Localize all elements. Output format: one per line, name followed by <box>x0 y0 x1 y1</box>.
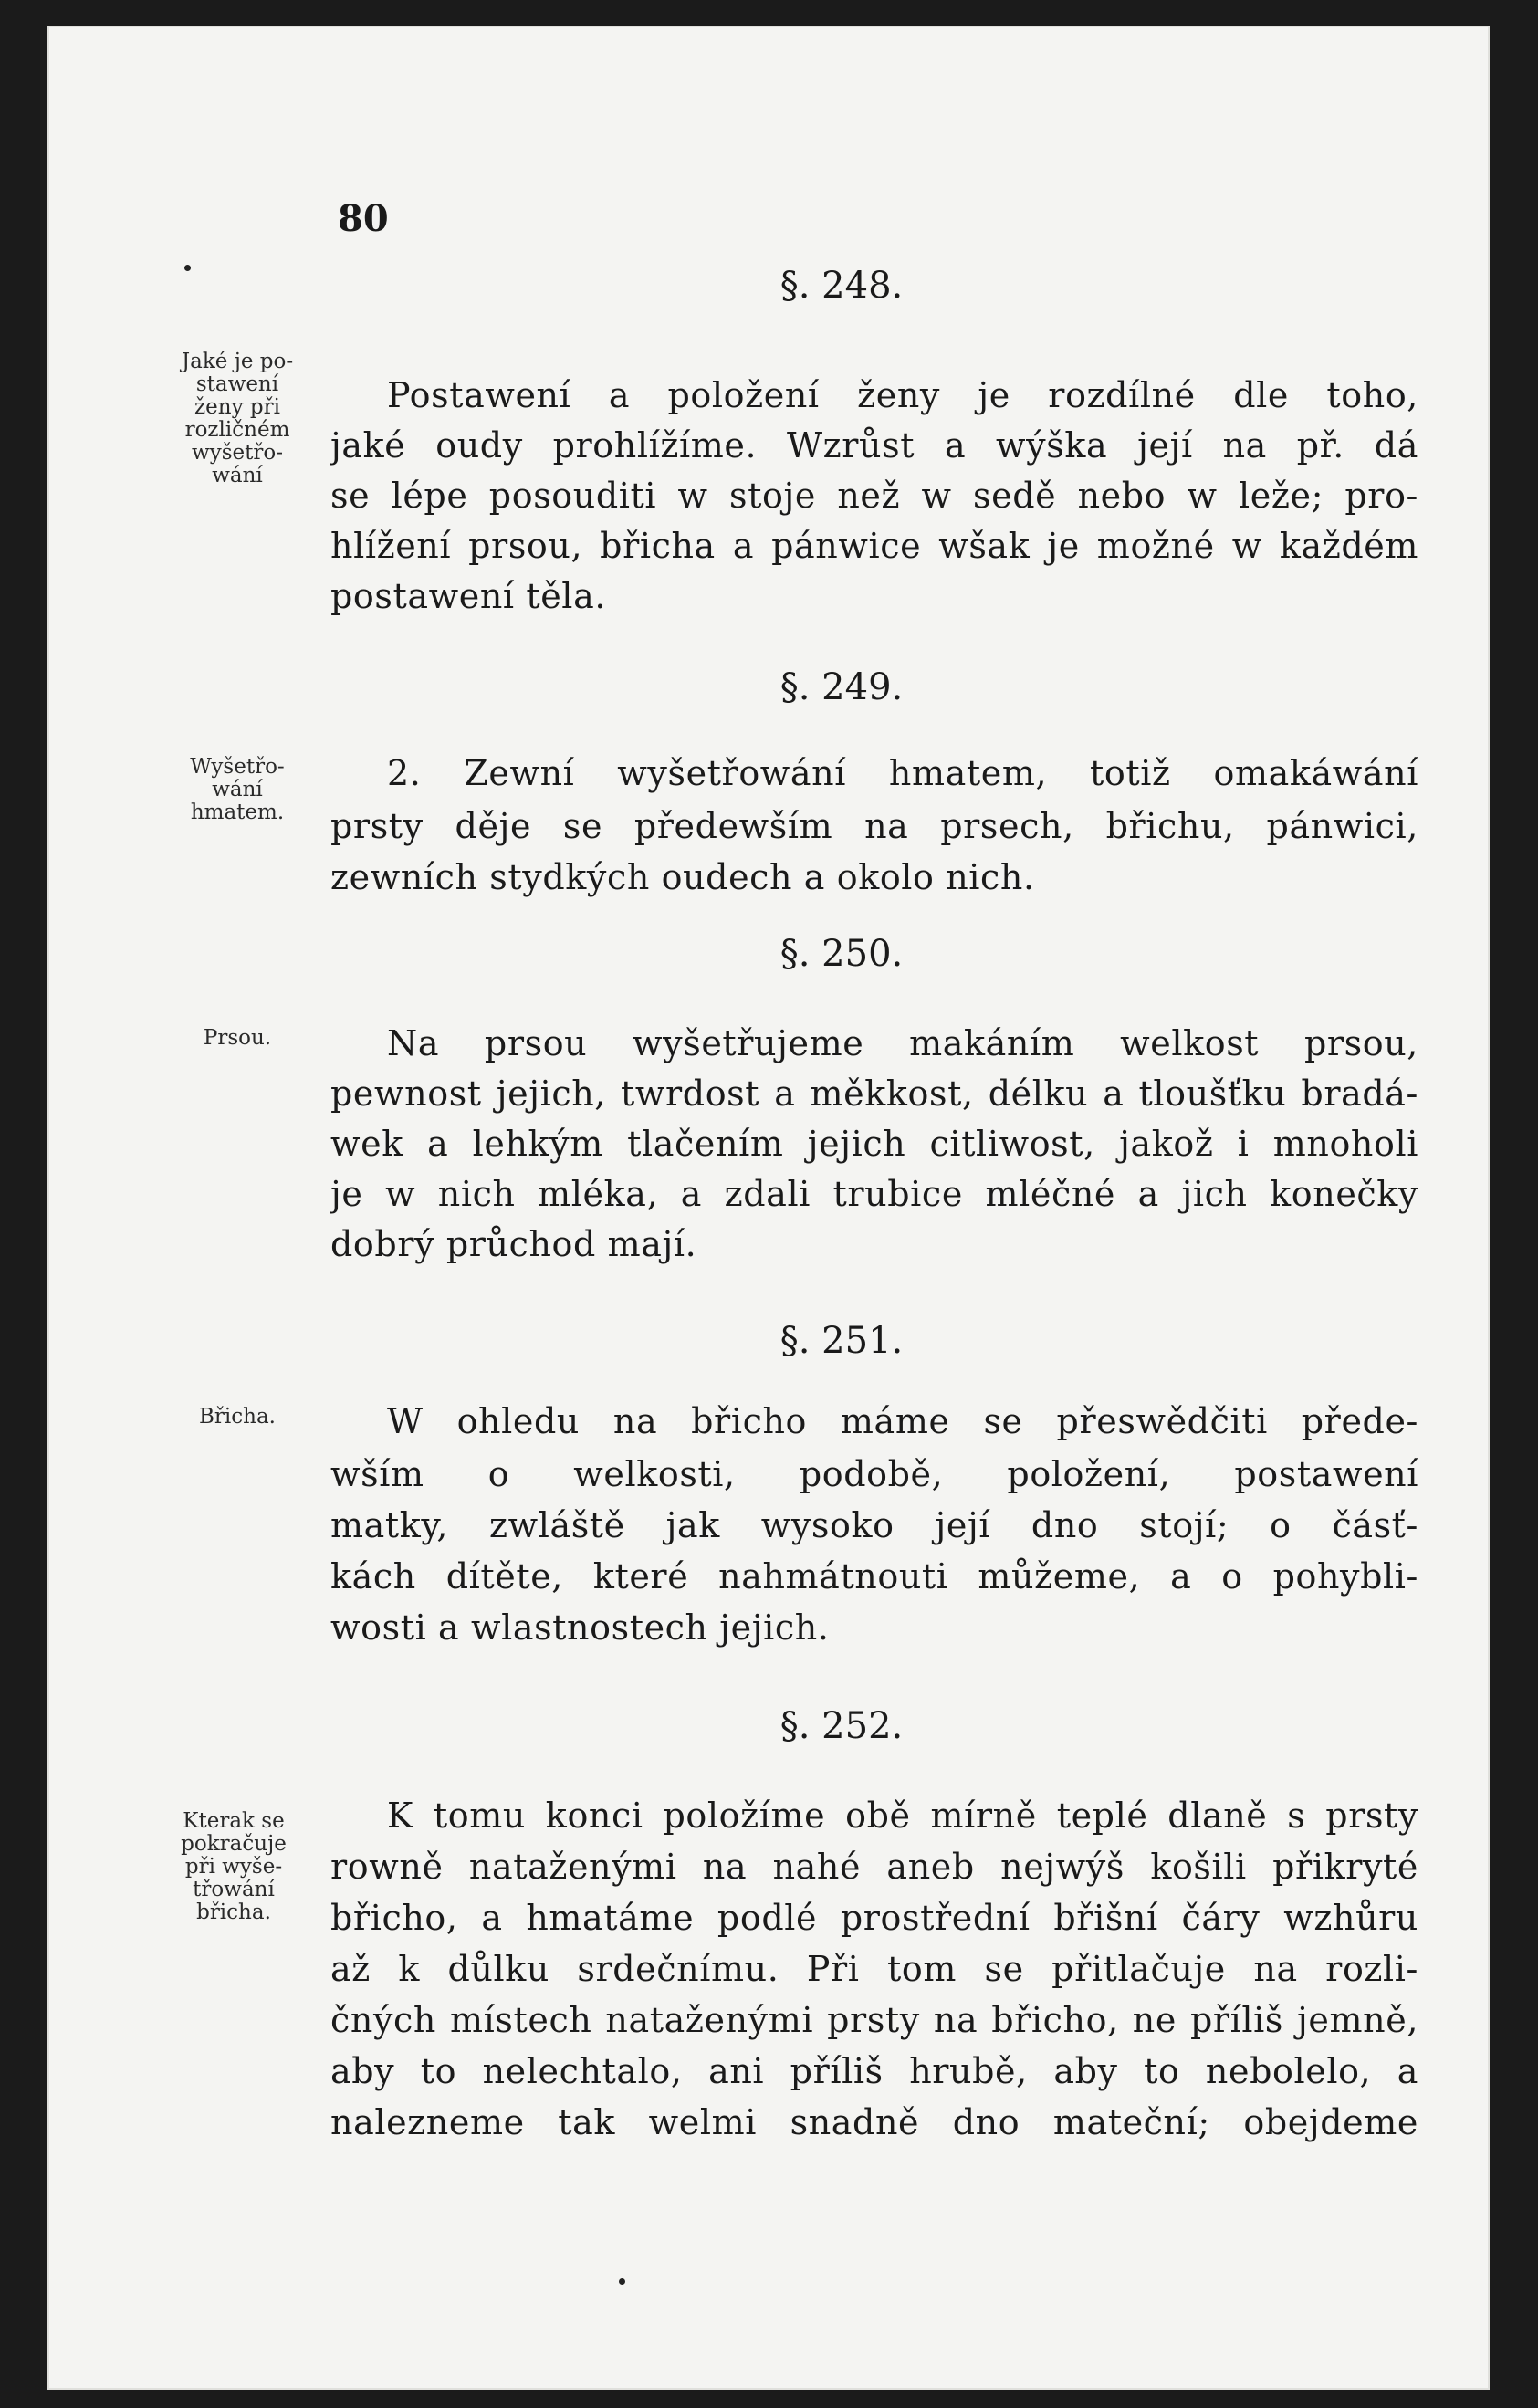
margin-note-line: wání <box>212 464 263 487</box>
ink-speck <box>619 2278 625 2285</box>
margin-note-line: wyšetřo- <box>192 441 283 465</box>
paragraph-line: matky, zwláště jak wysoko její dno stojí; o čásť- <box>330 1505 1418 1545</box>
paragraph-line: nalezneme tak welmi snadně dno mateční; obejdeme <box>330 2102 1418 2142</box>
paragraph-line: prsty děje se předewším na prsech, břichu, pánwici, <box>330 806 1418 846</box>
margin-note-line: při wyše- <box>184 1855 283 1879</box>
book-page <box>47 26 1490 2390</box>
margin-note-line: wání <box>212 778 263 801</box>
paragraph-line: Postawení a položení ženy je rozdílné dle toho, <box>387 375 1418 415</box>
paragraph-line: W ohledu na břicho máme se přeswědčiti přede- <box>387 1401 1418 1441</box>
paragraph-line: jaké oudy prohlížíme. Wzrůst a wýška její na př. dá <box>330 425 1418 466</box>
margin-note-line: Břicha. <box>199 1405 276 1429</box>
margin-note-line: třowání <box>193 1878 275 1901</box>
margin-note-250 <box>164 1027 310 1050</box>
margin-note-line: pokračuje <box>181 1832 287 1856</box>
paragraph-line: rowně nataženými na nahé aneb nejwýš košili přikryté <box>330 1847 1418 1887</box>
section-heading-248: §. 248. <box>779 265 904 307</box>
paragraph-line: wším o welkosti, podobě, položení, postawení <box>330 1454 1418 1494</box>
ink-speck <box>184 265 191 271</box>
paragraph-line: kách dítěte, které nahmátnouti můžeme, a o pohybli- <box>330 1556 1418 1597</box>
paragraph-line: je w nich mléka, a zdali trubice mléčné a jich konečky <box>330 1174 1418 1214</box>
paragraph-line: 2. Zewní wyšetřowání hmatem, totiž omakáwání <box>387 753 1418 793</box>
section-heading-249: §. 249. <box>779 666 904 708</box>
paragraph-line: až k důlku srdečnímu. Při tom se přitlačuje na rozli- <box>330 1949 1418 1989</box>
paragraph-line: břicho, a hmatáme podlé prostřední břišní čáry wzhůru <box>330 1898 1418 1938</box>
section-heading-250: §. 250. <box>779 933 904 975</box>
page-number: 80 <box>338 197 389 240</box>
margin-note-line: Kterak se <box>183 1809 285 1833</box>
margin-note-252 <box>161 1810 307 1924</box>
paragraph-line: zewních stydkých oudech a okolo nich. <box>330 857 1035 897</box>
margin-note-line: hmatem. <box>190 801 285 824</box>
section-heading-252: §. 252. <box>779 1705 904 1747</box>
margin-note-line: Wyšetřo- <box>190 755 285 779</box>
paragraph-line: K tomu konci položíme obě mírně teplé dlaně s prsty <box>387 1796 1418 1836</box>
paragraph-line: postawení těla. <box>330 576 606 616</box>
margin-note-line: ženy při <box>194 395 280 419</box>
margin-note-249 <box>164 756 310 824</box>
margin-note-line: břicha. <box>196 1900 271 1924</box>
margin-note-line: rozličném <box>184 418 290 442</box>
margin-note-251 <box>164 1406 310 1429</box>
margin-note-line: stawení <box>195 372 279 396</box>
margin-note-line: Prsou. <box>203 1026 272 1050</box>
paragraph-line: čných místech nataženými prsty na břicho, ne příliš jemně, <box>330 2000 1418 2040</box>
section-heading-251: §. 251. <box>779 1320 904 1362</box>
margin-note-line: Jaké je po- <box>181 350 294 373</box>
paragraph-line: pewnost jejich, twrdost a měkkost, délku a tloušťku bradá- <box>330 1073 1418 1114</box>
paragraph-line: se lépe posouditi w stoje než w sedě nebo w leže; pro- <box>330 476 1418 516</box>
margin-note-248 <box>164 351 310 487</box>
paragraph-line: hlížení prsou, břicha a pánwice wšak je možné w každém <box>330 526 1418 566</box>
paragraph-line: wek a lehkým tlačením jejich citliwost, jakož i mnoholi <box>330 1124 1418 1164</box>
paragraph-line: wosti a wlastnostech jejich. <box>330 1607 830 1648</box>
paragraph-line: dobrý průchod mají. <box>330 1224 697 1264</box>
paragraph-line: Na prsou wyšetřujeme makáním welkost prsou, <box>387 1023 1418 1063</box>
paragraph-line: aby to nelechtalo, ani příliš hrubě, aby to nebolelo, a <box>330 2051 1418 2091</box>
